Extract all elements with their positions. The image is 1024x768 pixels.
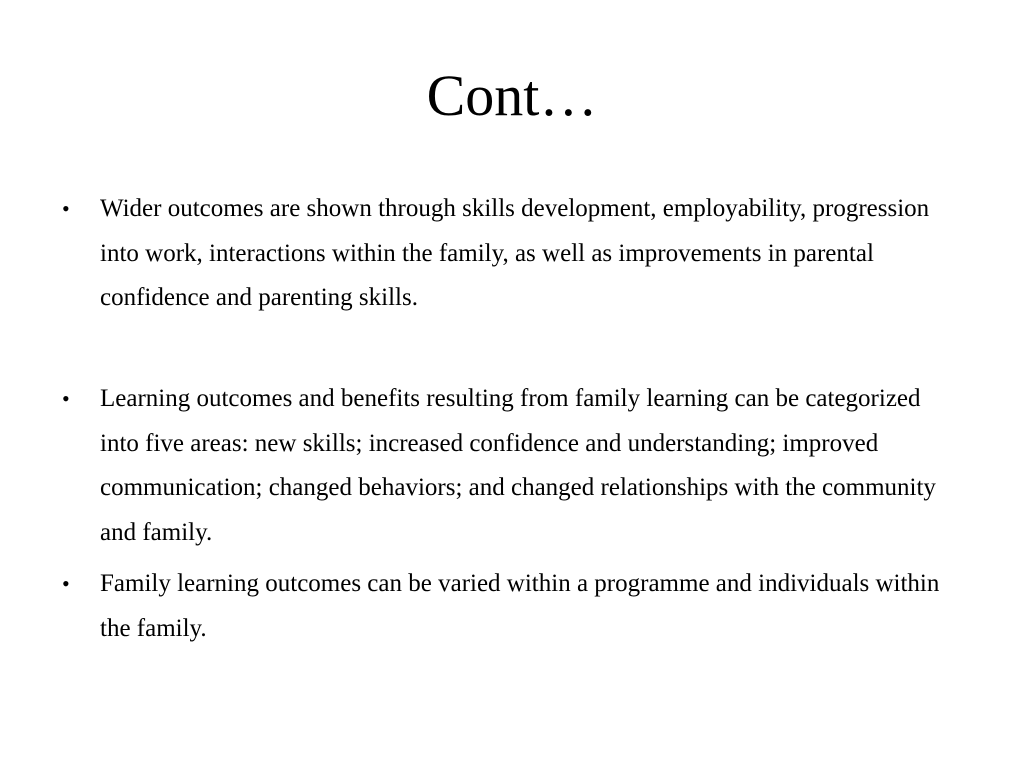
bullet-item [62, 377, 962, 555]
bullet-item [62, 562, 962, 651]
slide-title: Cont… [426, 63, 598, 128]
bullet-marker: • [62, 571, 70, 596]
bullet-marker: • [62, 196, 70, 221]
bullet-text: Wider outcomes are shown through skills development, employability, progression into work, interactions within the family, as well as improvements in parental confidence and parenting skills. [100, 195, 930, 311]
bullet-item [62, 187, 962, 321]
bullet-text: Learning outcomes and benefits resulting from family learning can be categorized into five areas: new skills; increased confidence and understanding; improved communication; changed behaviors; and changed relationships with the community and family. [100, 385, 936, 546]
bullet-marker: • [62, 386, 70, 411]
bullet-text: Family learning outcomes can be varied within a programme and individuals within the family. [100, 570, 940, 642]
